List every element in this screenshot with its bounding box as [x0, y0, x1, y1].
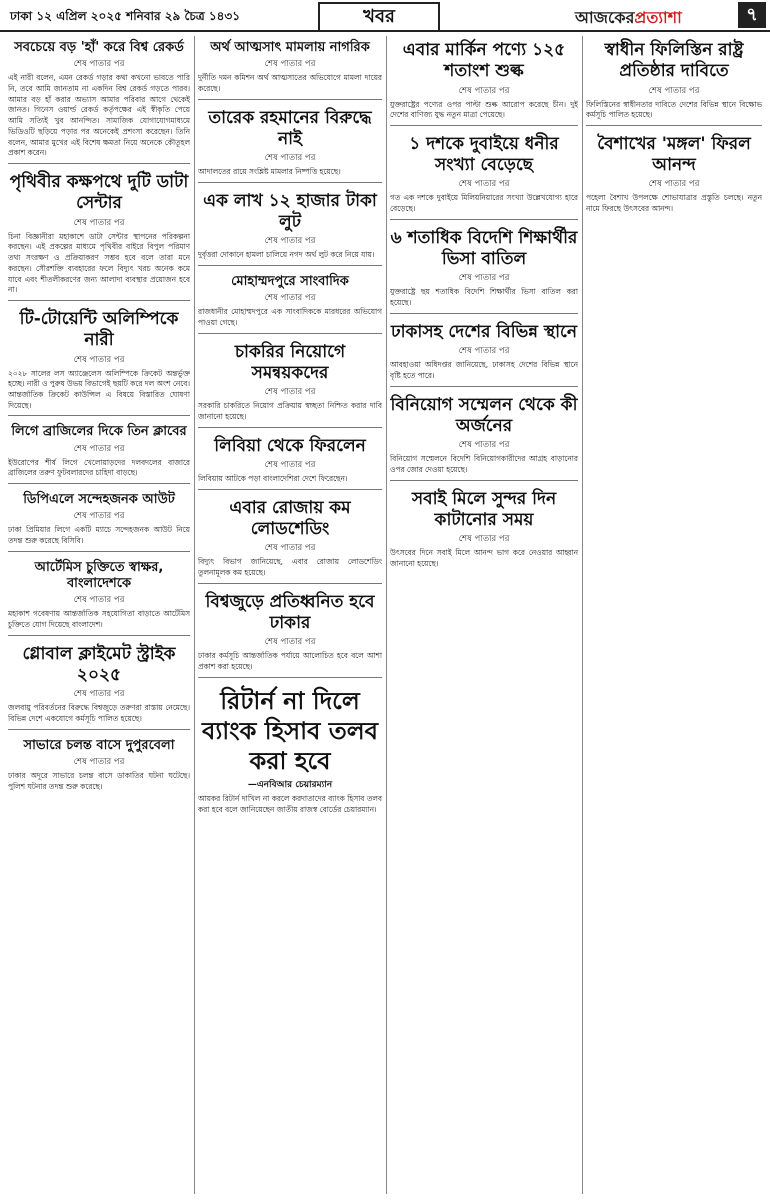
- article-headline: সবচেয়ে বড় 'হাঁ' করে বিশ্ব রেকর্ড: [14, 40, 184, 55]
- article-kicker: শেষ পাতার পর: [458, 534, 510, 545]
- article: [390, 485, 578, 574]
- article: [198, 270, 382, 334]
- article-body: লিবিয়ায় আটকে পড়া বাংলাদেশিরা দেশে ফিরেছেন।: [198, 474, 348, 484]
- column-divider: [582, 36, 583, 1194]
- article-kicker: শেষ পাতার পর: [264, 153, 316, 164]
- date-line: ঢাকা ১২ এপ্রিল ২০২৫ শনিবার ২৯ চৈত্র ১৪৩১: [10, 9, 240, 23]
- article-kicker: শেষ পাতার পর: [458, 273, 510, 284]
- article-byline: —এনবিআর চেয়ারম্যান: [247, 779, 333, 790]
- article-body: দুর্বৃত্তরা দোকানে হামলা চালিয়ে নগদ অর্থ লুট করে নিয়ে যায়।: [198, 250, 375, 260]
- article: [8, 734, 190, 797]
- article-body: গত এক দশকে দুবাইয়ে মিলিয়নিয়ারের সংখ্যা উল্লেখযোগ্য হারে বেড়েছে।: [390, 193, 578, 214]
- article-headline: ডিপিএলে সন্দেহজনক আউট: [23, 492, 175, 508]
- article-kicker: শেষ পাতার পর: [73, 59, 125, 70]
- article: [8, 420, 190, 484]
- column-3: [390, 36, 578, 1194]
- article: [390, 36, 578, 126]
- article-body: দুর্নীতি দমন কমিশন অর্থ আত্মসাতের অভিযোগে মামলা দায়ের করেছে।: [198, 73, 382, 93]
- article-headline: চাকরির নিয়োগে সমন্বয়কদের: [234, 341, 346, 384]
- article-body: যুক্তরাষ্ট্রে ছয় শতাধিক বিদেশি শিক্ষার্থীর ভিসা বাতিল করা হয়েছে।: [390, 287, 578, 308]
- article-body: এই নারী বলেন, এমন রেকর্ড গড়ার কথা কখনো ভাবতে পারি নি, তবে আমি জানতাম না একদিন বিশ্ব রেকর্ড গড়তে পারব। আমার বড় হাঁ করার অভ্যাস আমার পরিবার আগে থেকেই জানত। গিনেস ওয়ার্ল্ড রেকর্ড কর্তৃপক্ষের এই স্বীকৃতি পেয়ে আমি সত্যিই খুব আনন্দিত। সামাজিক যোগাযোগমাধ্যমে ভিডিওটি ছড়িয়ে পড়ার পর অনেকেই প্রশংসা করেছেন। তিনি বলেন, আমার মুখের এই বিশেষ ক্ষমতা নিয়ে অনেকে কৌতূহল প্রকাশ করেন।: [8, 73, 190, 158]
- masthead: [0, 0, 770, 32]
- article: [8, 168, 190, 301]
- article-kicker: শেষ পাতার পর: [264, 543, 316, 554]
- article-body: ফিলিস্তিনের স্বাধীনতার দাবিতে দেশের বিভিন্ন স্থানে বিক্ষোভ কর্মসূচি পালিত হয়েছে।: [586, 99, 762, 120]
- article-headline: মোহাম্মদপুরে সাংবাদিক: [231, 274, 349, 290]
- article-body: আদালতের রায়ে সংশ্লিষ্ট মামলার নিষ্পত্তি হয়েছে।: [198, 167, 341, 177]
- article-body: মহাকাশ গবেষণায় আন্তর্জাতিক সহযোগিতা বাড়াতে আর্টেমিস চুক্তিতে যোগ দিয়েছে বাংলাদেশ।: [8, 609, 190, 630]
- article-headline: লিবিয়া থেকে ফিরলেন: [214, 435, 366, 456]
- article-headline: ১ দশকে দুবাইয়ে ধনীর সংখ্যা বেড়েছে: [409, 133, 559, 176]
- article-kicker: শেষ পাতার পর: [458, 85, 510, 96]
- article-headline: সাভারে চলন্ত বাসে দুপুরবেলা: [23, 737, 175, 753]
- article-body: সরকারি চাকরিতে নিয়োগ প্রক্রিয়ায় স্বচ্ছতা নিশ্চিত করার দাবি জানানো হয়েছে।: [198, 401, 382, 422]
- article: [8, 556, 190, 636]
- article-body: বিদ্যুৎ বিভাগ জানিয়েছে, এবার রোজায় লোডশেডিং তুলনামূলক কম হয়েছে।: [198, 557, 382, 578]
- article-kicker: শেষ পাতার পর: [73, 595, 125, 606]
- article: [198, 494, 382, 584]
- article: [586, 130, 762, 219]
- article: [390, 391, 578, 481]
- article-headline: বিনিয়োগ সম্মেলন থেকে কী অর্জনের: [390, 394, 578, 436]
- article-kicker: শেষ পাতার পর: [264, 637, 316, 648]
- article: [586, 36, 762, 126]
- article-headline: লিগে ব্রাজিলের দিকে তিন ক্লাবের: [11, 424, 187, 440]
- article-body: আয়কর রিটার্ন দাখিল না করলে করদাতাদের ব্যাংক হিসাব তলব করা হবে বলে জানিয়েছেন জাতীয় রাজস্ব বোর্ডের চেয়ারম্যান।: [198, 793, 382, 814]
- article: [390, 318, 578, 387]
- article-kicker: শেষ পাতার পর: [73, 511, 125, 522]
- article-kicker: শেষ পাতার পর: [73, 354, 125, 365]
- article: [198, 432, 382, 490]
- article: [390, 130, 578, 220]
- column-2: [198, 36, 382, 1194]
- article-kicker: শেষ পাতার পর: [73, 757, 125, 768]
- article-headline: সবাই মিলে সুন্দর দিন কাটানোর সময়: [411, 488, 557, 530]
- article: [8, 305, 190, 416]
- article-kicker: শেষ পাতার পর: [648, 85, 700, 96]
- article-headline: এবার মার্কিন পণ্যে ১২৫ শতাংশ শুল্ক: [402, 40, 566, 82]
- article: [8, 640, 190, 730]
- article-body: রাজধানীর মোহাম্মদপুরে এক সাংবাদিককে মারধরের অভিযোগ পাওয়া গেছে।: [198, 307, 382, 328]
- article-headline: গ্লোবাল ক্লাইমেট স্ট্রাইক ২০২৫: [22, 643, 176, 686]
- section-label: খবর: [318, 2, 440, 32]
- article-kicker: শেষ পাতার পর: [73, 689, 125, 700]
- column-divider: [194, 36, 195, 1194]
- article: [198, 187, 382, 266]
- article-headline: এবার রোজায় কম লোডশেডিং: [229, 497, 351, 540]
- article-kicker: শেষ পাতার পর: [264, 387, 316, 398]
- article-headline: তারেক রহমানের বিরুদ্ধে নাই: [208, 107, 372, 149]
- article-kicker: শেষ পাতার পর: [458, 179, 510, 190]
- article-kicker: শেষ পাতার পর: [648, 179, 700, 190]
- article-headline: আর্টেমিস চুক্তিতে স্বাক্ষর, বাংলাদেশকে: [34, 559, 164, 592]
- article-body: ঢাকা প্রিমিয়ার লিগে একটি ম্যাচে সন্দেহজনক আউট নিয়ে তদন্ত শুরু করেছে বিসিবি।: [8, 525, 190, 546]
- article: [198, 36, 382, 100]
- article-kicker: শেষ পাতার পর: [458, 346, 510, 357]
- article: [198, 588, 382, 678]
- article-body: উৎসবের দিনে সবাই মিলে আনন্দ ভাগ করে নেওয়ার আহ্বান জানানো হয়েছে।: [390, 548, 578, 568]
- article-headline: রিটার্ন না দিলে ব্যাংক হিসাব তলব করা হবে: [201, 686, 378, 775]
- article: [198, 104, 382, 183]
- article-headline: ৬ শতাধিক বিদেশি শিক্ষার্থীর ভিসা বাতিল: [390, 227, 578, 270]
- page-number: ৭: [738, 2, 766, 28]
- article-body: ২০২৮ সালের লস অ্যাঞ্জেলেস অলিম্পিকে ক্রিকেট অন্তর্ভুক্ত হচ্ছে। নারী ও পুরুষ উভয় বিভাগেই ছয়টি করে দল অংশ নেবে। আন্তর্জাতিক ক্রিকেট কাউন্সিল এ বিষয়ে বিস্তারিত ঘোষণা দিয়েছে।: [8, 368, 190, 410]
- brand-left: আজকের: [575, 8, 635, 27]
- article: [198, 338, 382, 428]
- article-kicker: শেষ পাতার পর: [73, 217, 125, 228]
- article-headline: অর্থ আত্মসাৎ মামলায় নাগরিক: [210, 40, 370, 55]
- article-kicker: শেষ পাতার পর: [458, 440, 510, 451]
- column-1: [8, 36, 190, 1194]
- column-4: [586, 36, 762, 1194]
- article-body: চিনা বিজ্ঞানীরা মহাকাশে ডাটা সেন্টার স্থাপনের পরিকল্পনা করছেন। এই প্রকল্পের মাধ্যমে পৃথিবীর বাইরে বিপুল পরিমাণ তথ্য সংরক্ষণ ও প্রক্রিয়াকরণ সম্ভব হবে বলে তারা মনে করছেন। সৌরশক্তি ব্যবহারের ফলে বিদ্যুৎ খরচ অনেক কমে যাবে এবং শীতলীকরণের জন্য আলাদা ব্যবস্থার প্রয়োজন হবে না।: [8, 231, 190, 295]
- article-body: যুক্তরাষ্ট্রের পণ্যের ওপর পাল্টা শুল্ক আরোপ করেছে চীন। দুই দেশের বাণিজ্য যুদ্ধ নতুন মাত্রা পেয়েছে।: [390, 99, 578, 120]
- article-body: পহেলা বৈশাখ উপলক্ষে শোভাযাত্রার প্রস্তুতি চলছে। নতুন নামে ফিরছে উৎসবের আনন্দ।: [586, 193, 762, 214]
- brand-right: প্রত্যাশা: [634, 8, 682, 27]
- article-headline: বৈশাখের 'মঙ্গল' ফিরল আনন্দ: [597, 133, 751, 176]
- article-headline: এক লাখ ১২ হাজার টাকা লুট: [203, 190, 377, 233]
- article: [390, 224, 578, 314]
- article-kicker: শেষ পাতার পর: [73, 443, 125, 454]
- article-body: বিনিয়োগ সম্মেলনে বিদেশি বিনিয়োগকারীদের আগ্রহ বাড়ানোর ওপর জোর দেওয়া হয়েছে।: [390, 454, 578, 474]
- newspaper-logo: [575, 5, 682, 32]
- article-kicker: শেষ পাতার পর: [264, 293, 316, 304]
- article-body: ইউরোপের শীর্ষ লিগে খেলোয়াড়দের দলবদলের বাজারে ব্রাজিলের তরুণ ফুটবলারদের চাহিদা বাড়ছে।: [8, 457, 190, 478]
- article-kicker: শেষ পাতার পর: [264, 59, 316, 70]
- article-body: ঢাকার কর্মসূচি আন্তর্জাতিক পর্যায়ে আলোচিত হবে বলে আশা প্রকাশ করা হয়েছে।: [198, 651, 382, 672]
- article-kicker: শেষ পাতার পর: [264, 236, 316, 247]
- article-headline: বিশ্বজুড়ে প্রতিধ্বনিত হবে ঢাকার: [205, 591, 375, 634]
- article-body: জলবায়ু পরিবর্তনের বিরুদ্ধে বিশ্বজুড়ে তরুণরা রাস্তায় নেমেছে। বিভিন্ন দেশে একযোগে কর্মসূচি পালিত হয়েছে।: [8, 703, 190, 724]
- article-headline: পৃথিবীর কক্ষপথে দুটি ডাটা সেন্টার: [9, 172, 189, 214]
- article-body: আবহাওয়া অধিদপ্তর জানিয়েছে, ঢাকাসহ দেশের বিভিন্ন স্থানে বৃষ্টি হতে পারে।: [390, 360, 578, 380]
- column-divider: [386, 36, 387, 1194]
- article: [8, 36, 190, 164]
- article-headline: টি-টোয়েন্টি অলিম্পিকে নারী: [19, 309, 179, 351]
- article-headline: স্বাধীন ফিলিস্তিন রাষ্ট্র প্রতিষ্ঠার দাবিতে: [604, 40, 744, 82]
- article: [198, 682, 382, 819]
- article-kicker: শেষ পাতার পর: [264, 460, 316, 471]
- article-body: ঢাকার অদূরে সাভারে চলন্ত বাসে ডাকাতির ঘটনা ঘটেছে। পুলিশ ঘটনার তদন্ত শুরু করেছে।: [8, 771, 190, 791]
- article: [8, 488, 190, 552]
- article-headline: ঢাকাসহ দেশের বিভিন্ন স্থানে: [390, 321, 578, 342]
